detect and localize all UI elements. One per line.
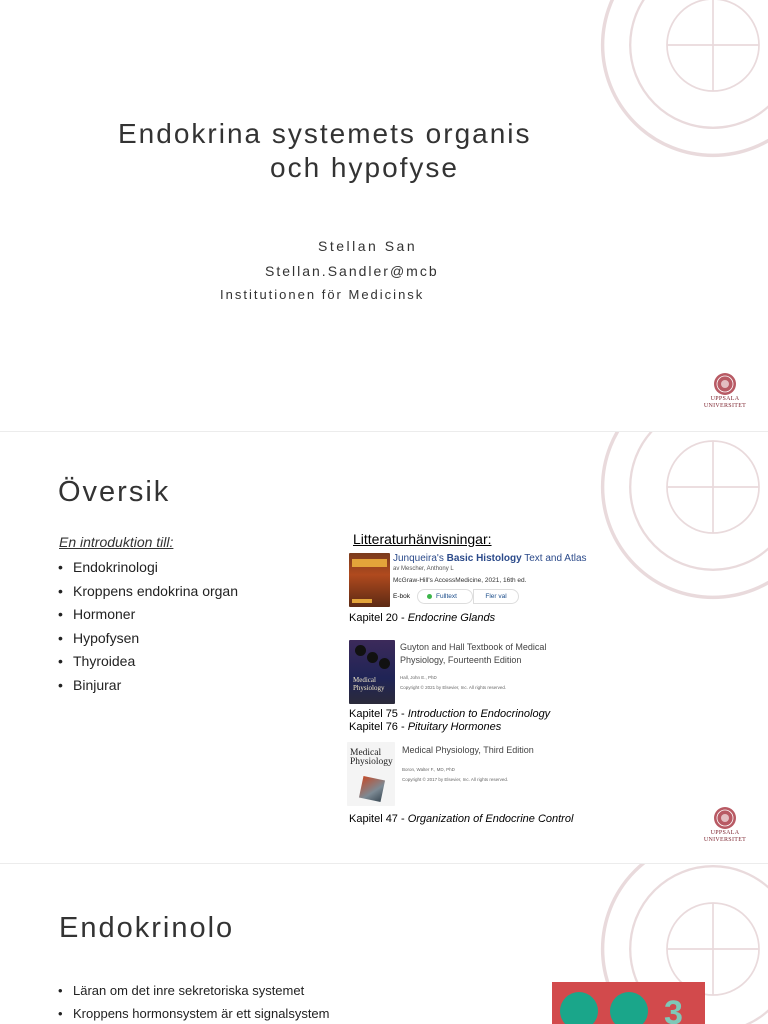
book-title[interactable]: Guyton and Hall Textbook of Medical Physiology, Fourteenth Edition <box>400 642 547 665</box>
endocrinology-slide <box>0 864 768 1024</box>
cover-title: Medical Physiology <box>353 676 385 692</box>
cover-title: Medical Physiology <box>350 748 393 767</box>
uppsala-university-logo <box>702 806 748 844</box>
illustration-number: 3 <box>664 994 683 1024</box>
book-title[interactable]: Medical Physiology, Third Edition <box>402 745 534 755</box>
book-copyright: Copyright © 2017 by Elsevier, Inc. All rights reserved. <box>402 777 509 782</box>
slide-title: Översik <box>58 476 171 508</box>
book-cover <box>347 742 395 806</box>
author-name: Stellan San <box>318 238 418 254</box>
list-item: • Endokrinologi <box>58 556 238 580</box>
book-publisher: McGraw-Hill's AccessMedicine, 2021, 16th ed. <box>393 577 527 584</box>
author-email: Stellan.Sandler@mcb <box>265 263 439 279</box>
overview-slide <box>0 432 768 864</box>
book-author: Hall, John E., PhD <box>400 675 437 680</box>
book-cover <box>349 553 390 607</box>
book-junqueira <box>349 552 589 610</box>
topic-list <box>58 556 238 698</box>
university-seal-watermark <box>598 432 768 602</box>
book-guyton-hall <box>349 640 589 704</box>
seal-icon <box>713 806 737 830</box>
literature-heading: Litteraturhänvisningar: <box>353 531 492 547</box>
university-seal-watermark <box>598 0 768 160</box>
title-slide <box>0 0 768 432</box>
chapter-ref: Kapitel 47 - Organization of Endocrine Control <box>349 813 574 825</box>
chapter-ref: Kapitel 20 - Endocrine Glands <box>349 612 496 624</box>
list-item: • Thyroidea <box>58 650 238 674</box>
list-item: • Binjurar <box>58 674 238 698</box>
slide-title-line2: och hypofyse <box>270 152 459 183</box>
illustration-image <box>552 982 705 1024</box>
list-item: • Kroppens hormonsystem är ett signalsystem <box>58 1003 330 1024</box>
definition-list <box>58 980 330 1024</box>
book-author: av Mescher, Anthony L <box>393 566 454 572</box>
author-institution: Institutionen för Medicinsk <box>220 287 425 302</box>
book-boron <box>347 742 587 808</box>
chapter-ref: Kapitel 76 - Pituitary Hormones <box>349 721 502 733</box>
book-author: Boron, Walter F., MD, PhD <box>402 767 455 772</box>
intro-text: En introduktion till: <box>59 534 174 550</box>
ebook-label: E-bok <box>393 593 410 600</box>
more-options-button[interactable]: Fler val <box>473 589 519 604</box>
list-item: • Läran om det inre sekretoriska systemet <box>58 980 330 1003</box>
slide-title: Endokrinolo <box>59 912 235 944</box>
fulltext-button[interactable]: Fulltext <box>417 589 473 604</box>
logo-text-line2: UNIVERSITET <box>703 403 747 409</box>
list-item: • Hypofysen <box>58 627 238 651</box>
logo-text-line1: UPPSALA <box>710 396 740 402</box>
list-item: • Hormoner <box>58 603 238 627</box>
logo-text-line2: UNIVERSITET <box>703 837 747 843</box>
slide-title-line1: Endokrina systemets organis <box>118 118 532 149</box>
book-title[interactable]: Junqueira's Basic Histology Text and Atlas <box>393 553 587 564</box>
uppsala-university-logo <box>702 372 748 410</box>
book-copyright: Copyright © 2021 by Elsevier, Inc. All rights reserved. <box>400 685 507 690</box>
book-cover <box>349 640 395 704</box>
seal-icon <box>713 372 737 396</box>
list-item: • Kroppens endokrina organ <box>58 580 238 604</box>
chapter-ref: Kapitel 75 - Introduction to Endocrinology <box>349 708 551 720</box>
logo-text-line1: UPPSALA <box>710 830 740 836</box>
